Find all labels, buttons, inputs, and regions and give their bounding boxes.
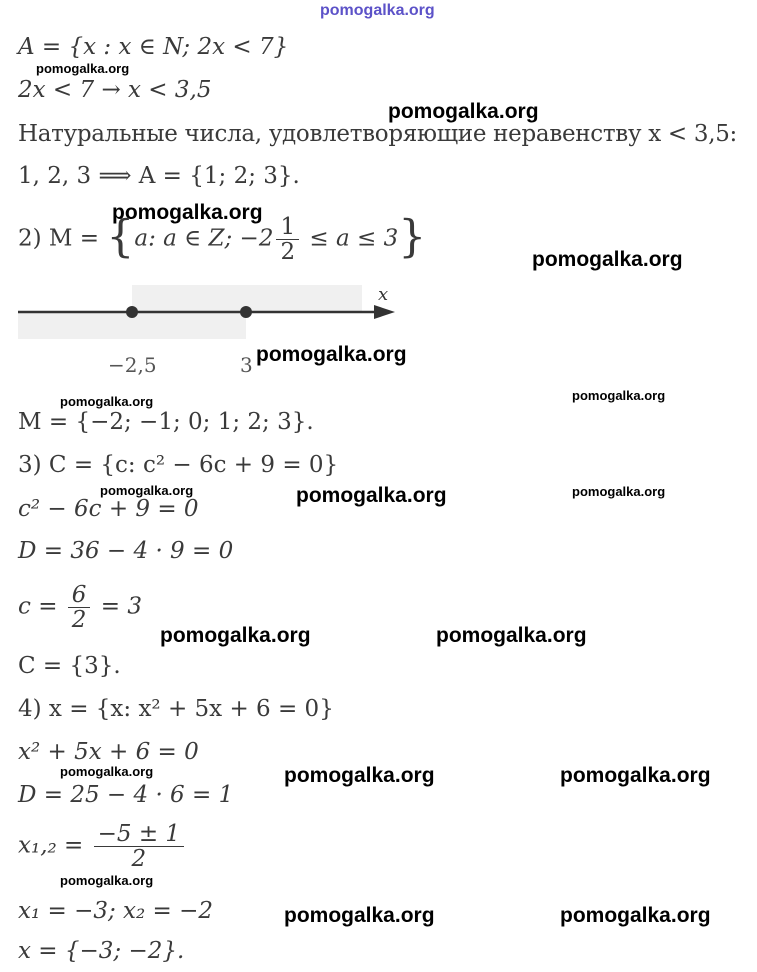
equation-x: x² + 5x + 6 = 0	[18, 739, 199, 765]
axis-arrow	[374, 305, 395, 319]
watermark: pomogalka.org	[572, 388, 666, 403]
label-3: 3	[240, 353, 253, 377]
watermark: pomogalka.org	[36, 61, 130, 76]
watermark: pomogalka.org	[100, 483, 194, 498]
fraction-one-half: $\frac{1}{2}$	[276, 215, 299, 264]
watermark: pomogalka.org	[284, 904, 435, 927]
roots-values: x₁ = −3; x₂ = −2	[18, 898, 214, 924]
watermark: pomogalka.org	[388, 100, 539, 123]
watermark: pomogalka.org	[532, 248, 683, 271]
set-x-result: x = {−3; −2}.	[18, 938, 185, 964]
set-c-definition: 3) C = {c: c² − 6c + 9 = 0}	[18, 452, 339, 478]
axis-label: x	[378, 284, 389, 305]
watermark: pomogalka.org	[160, 624, 311, 647]
root-c: c = $\frac{6}{2}$ = 3	[18, 582, 142, 634]
set-m-bound: ≤ a ≤ 3	[302, 225, 399, 252]
fraction-6-2: $\frac{6}{2}$	[68, 583, 91, 632]
set-m-condition: a: a ∈ Z; −2	[134, 225, 274, 252]
label-minus-2-5: −2,5	[108, 353, 157, 377]
watermark: pomogalka.org	[60, 764, 154, 779]
set-x-definition: 4) x = {x: x² + 5x + 6 = 0}	[18, 696, 334, 722]
watermark: pomogalka.org	[284, 764, 435, 787]
set-m-prefix: 2) M =	[18, 225, 107, 252]
watermark: pomogalka.org	[60, 873, 154, 888]
left-brace: {	[106, 211, 135, 263]
set-m-result: M = {−2; −1; 0; 1; 2; 3}.	[18, 409, 314, 435]
discriminant-x: D = 25 − 4 · 6 = 1	[18, 782, 234, 808]
watermark: pomogalka.org	[560, 764, 711, 787]
set-a-definition: A = {x : x ∈ N; 2x < 7}	[18, 34, 289, 60]
watermark: pomogalka.org	[256, 343, 407, 366]
set-c-result: C = {3}.	[18, 653, 121, 679]
watermark: pomogalka.org	[436, 624, 587, 647]
discriminant-c: D = 36 − 4 · 9 = 0	[18, 538, 234, 564]
right-brace: }	[398, 211, 427, 263]
inequality-line: 2x < 7 → x < 3,5	[18, 77, 212, 103]
watermark: pomogalka.org	[572, 484, 666, 499]
roots-formula: x₁,₂ = $\frac{-5 \pm 1}{2}$	[18, 822, 187, 871]
watermark: pomogalka.org	[112, 201, 263, 224]
equation-c: c² − 6c + 9 = 0	[18, 496, 199, 522]
natural-numbers-text: Натуральные числа, удовлетворяющие неравенству x < 3,5:	[18, 121, 737, 147]
point-minus-2-5	[126, 306, 138, 318]
fraction-roots: $\frac{-5 \pm 1}{2}$	[94, 822, 184, 871]
watermark: pomogalka.org	[296, 484, 447, 507]
watermark: pomogalka.org	[560, 904, 711, 927]
set-a-result: 1, 2, 3 ⟹ A = {1; 2; 3}.	[18, 163, 300, 189]
watermark: pomogalka.org	[60, 394, 154, 409]
point-3	[240, 306, 252, 318]
watermark-top: pomogalka.org	[320, 2, 435, 19]
